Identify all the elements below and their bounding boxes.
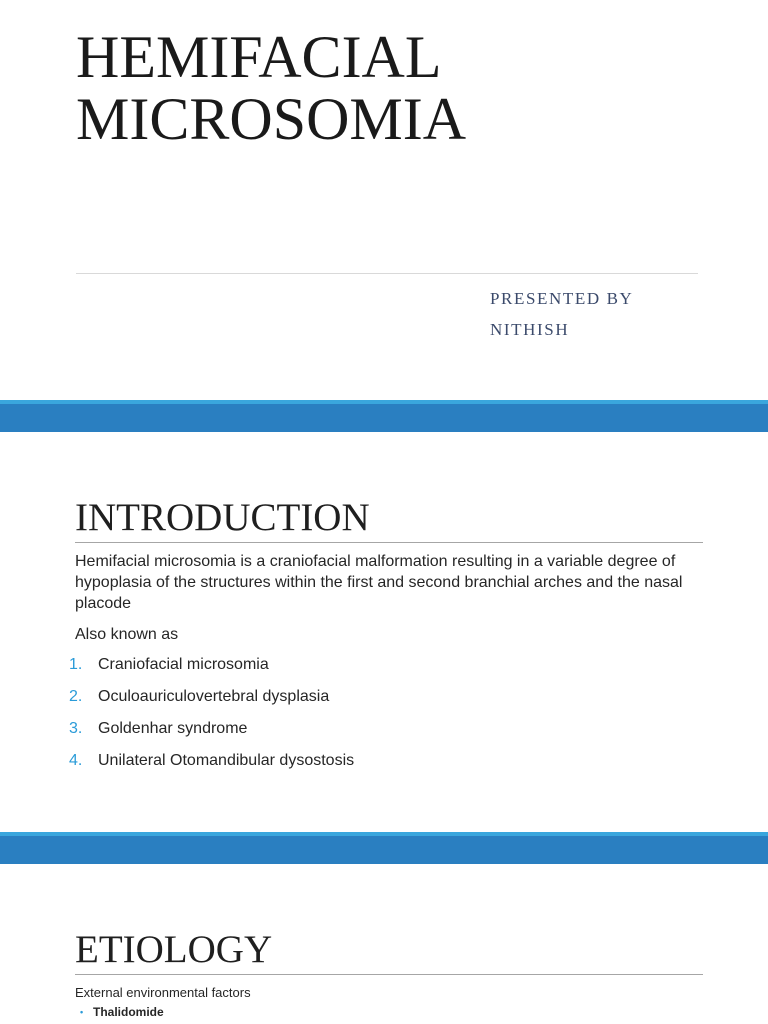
- heading-divider: [75, 974, 703, 975]
- list-item: [69, 655, 354, 687]
- title-line-1: HEMIFACIAL: [76, 24, 442, 90]
- list-text: Craniofacial microsomia: [98, 656, 269, 673]
- bullet-icon: •: [80, 1007, 84, 1017]
- etiology-subheading: External environmental factors: [75, 985, 251, 1000]
- introduction-slide: [0, 432, 768, 832]
- title-line-2: MICROSOMIA: [76, 86, 467, 152]
- list-number: 1.: [69, 656, 83, 673]
- list-number: 4.: [69, 752, 83, 769]
- synonym-list: [69, 655, 354, 783]
- title-divider: [76, 273, 698, 274]
- list-number: 2.: [69, 688, 83, 705]
- etiology-slide: [0, 864, 768, 1024]
- title-slide: [0, 0, 768, 400]
- also-known-as-label: Also known as: [75, 626, 179, 643]
- list-text: Goldenhar syndrome: [98, 720, 248, 737]
- list-item: [69, 719, 354, 751]
- introduction-heading: INTRODUCTION: [75, 496, 370, 539]
- introduction-paragraph: Hemifacial microsomia is a craniofacial malformation resulting in a variable degree of hypoplasia of the structures within the first and second branchial arches and the nasal placode: [75, 553, 683, 612]
- slide-separator-band: [0, 400, 768, 432]
- list-item: [69, 687, 354, 719]
- list-text: Unilateral Otomandibular dysostosis: [98, 752, 355, 769]
- etiology-heading: ETIOLOGY: [75, 928, 273, 971]
- heading-divider: [75, 542, 703, 543]
- list-text: Thalidomide: [93, 1005, 164, 1019]
- list-text: Oculoauriculovertebral dysplasia: [98, 688, 330, 705]
- presentation-title: [76, 26, 716, 150]
- list-number: 3.: [69, 720, 83, 737]
- presented-by-label: PRESENTED BY: [490, 289, 634, 308]
- list-item: [80, 1005, 164, 1019]
- presenter-block: [490, 283, 633, 345]
- list-item: [69, 751, 354, 783]
- presenter-name: NITHISH: [490, 320, 570, 339]
- slide-separator-band: [0, 832, 768, 864]
